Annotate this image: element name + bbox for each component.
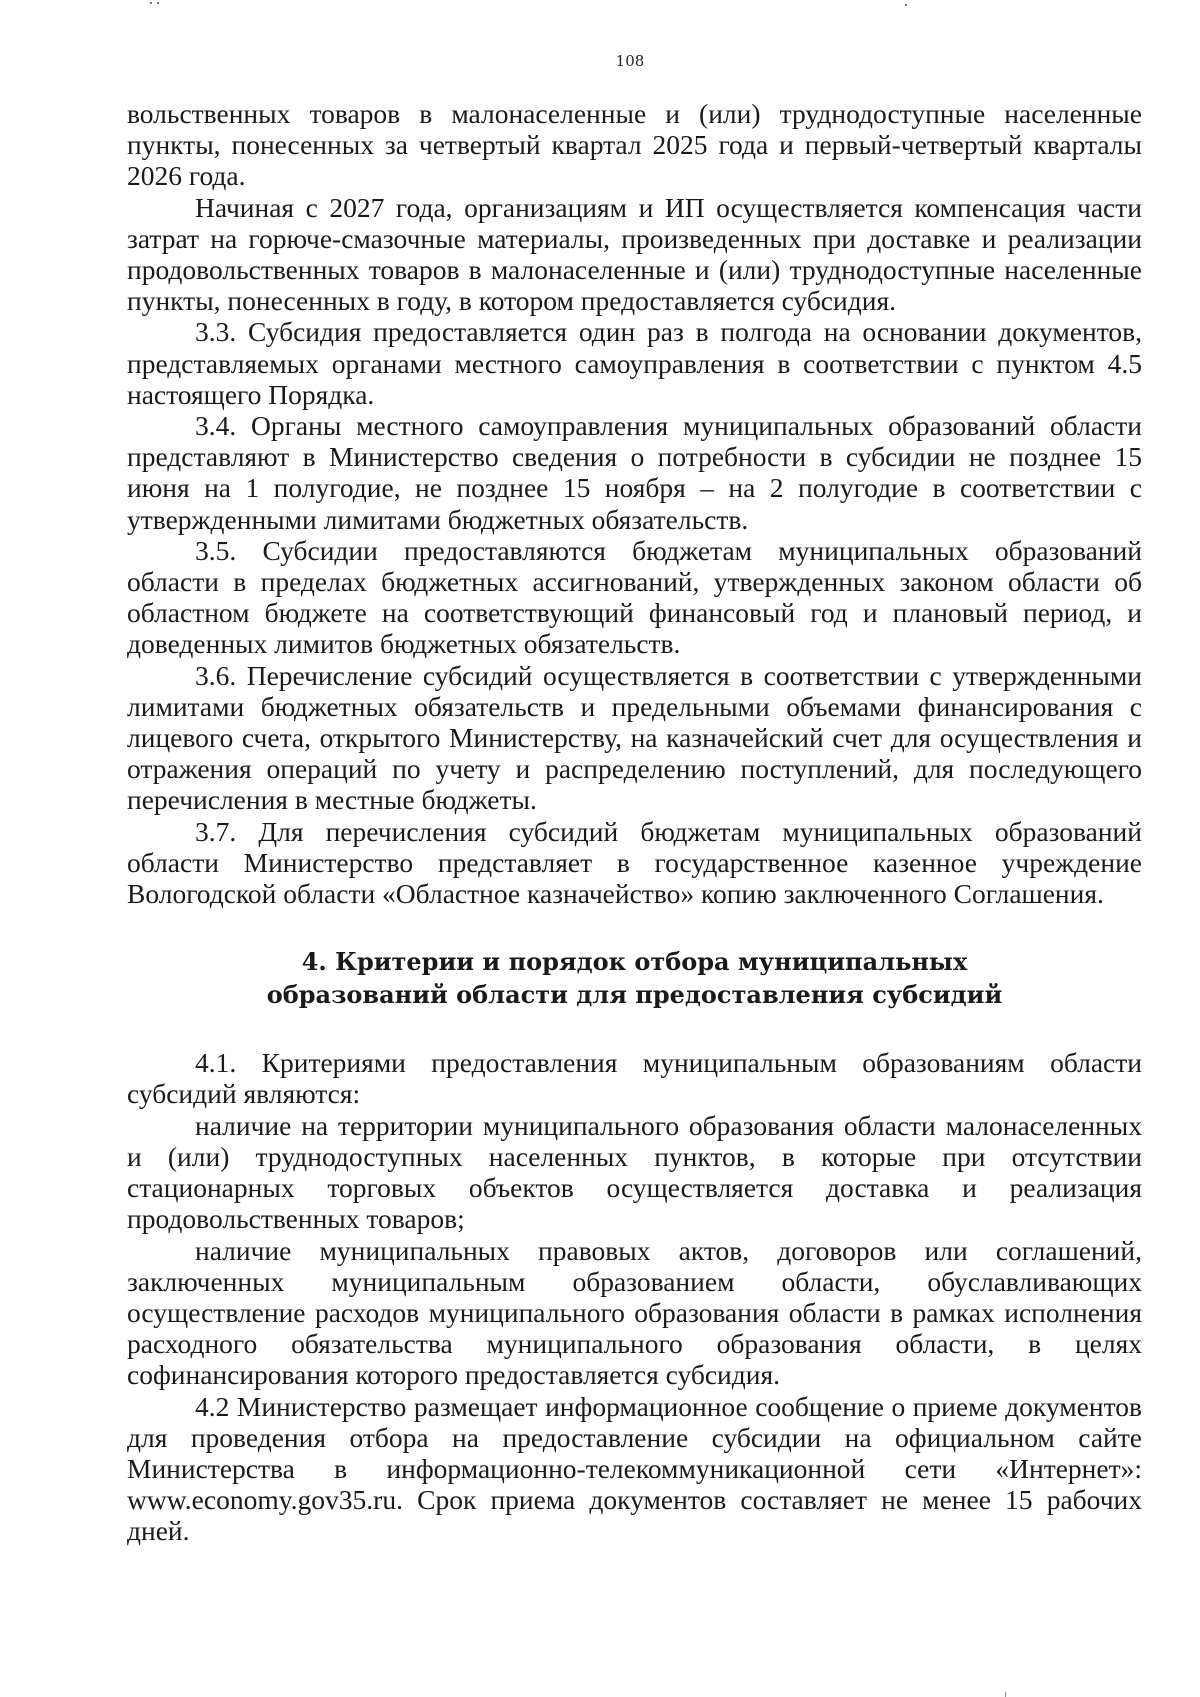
section-heading-line-1: 4. Критерии и порядок отбора муниципальных [301, 947, 968, 977]
scan-artifact [157, 2, 159, 4]
scan-artifact [905, 4, 907, 6]
criterion-item: наличие муниципальных правовых актов, договоров или соглашений, заключенных муниципальным образованием области, обуславливающих осуществление расходов муниципального образования области в рамках исполнения расходного обязательства муниципального образования области, в целях софинансирования которого предоставляется субсидия. [127, 1234, 1142, 1391]
scan-artifact [150, 2, 152, 4]
paragraph: Начиная с 2027 года, организациям и ИП осуществляется компенсация части затрат на горюче-смазочные материалы, произведенных при доставке и реализации продовольственных товаров в малонаселенные и (или) труднодоступные населенные пункты, понесенных в году, в котором предоставляется субсидия. [127, 191, 1142, 317]
document-body [127, 98, 1142, 1547]
criterion-item: наличие на территории муниципального образования области малонаселенных и (или) труднодоступных населенных пунктов, в которые при отсутствии стационарных торговых объектов осуществляется доставка и реализация продовольственных товаров; [127, 1109, 1142, 1235]
paragraph-4-2: 4.2 Министерство размещает информационное сообщение о приеме документов для проведения отбора на предоставление субсидии на официальном сайте Министерства в информационно-телекоммуникационной сети «Интернет»: www.economy.gov35.ru. Срок приема документов составляет не менее 15 рабочих дней. [127, 1390, 1142, 1547]
page-number: 108 [615, 52, 645, 70]
paragraph-3-5: 3.5. Субсидии предоставляются бюджетам муниципальных образований области в пределах бюджетных ассигнований, утвержденных законом области об областном бюджете на соответствующий финансовый год и плановый период, и доведенных лимитов бюджетных обязательств. [127, 534, 1142, 660]
scan-artifact [1005, 1692, 1006, 1697]
section-heading-line-2: образований области для предоставления субсидий [266, 980, 1003, 1010]
paragraph-3-6: 3.6. Перечисление субсидий осуществляется в соответствии с утвержденными лимитами бюджетных обязательств и предельными объемами финансирования с лицевого счета, открытого Министерству, на казначейский счет для осуществления и отражения операций по учету и распределению поступлений, для последующего перечисления в местные бюджеты. [127, 659, 1142, 816]
paragraph-3-7: 3.7. Для перечисления субсидий бюджетам муниципальных образований области Министерство представляет в государственное казенное учреждение Вологодской области «Областное казначейство» копию заключенного Соглашения. [127, 815, 1142, 910]
paragraph: вольственных товаров в малонаселенные и (или) труднодоступные населенные пункты, понесенных за четвертый квартал 2025 года и первый-четвертый кварталы 2026 года. [127, 98, 1142, 192]
paragraph-3-3: 3.3. Субсидия предоставляется один раз в полгода на основании документов, представляемых органами местного самоуправления в соответствии с пунктом 4.5 настоящего Порядка. [127, 316, 1142, 410]
paragraph-3-4: 3.4. Органы местного самоуправления муниципальных образований области представляют в Министерство сведения о потребности в субсидии не позднее 15 июня на 1 полугодие, не позднее 15 ноября – на 2 полугодие в соответствии с утвержденными лимитами бюджетных обязательств. [127, 410, 1142, 535]
paragraph-4-1: 4.1. Критериями предоставления муниципальным образованиям области субсидий являются: [127, 1047, 1142, 1110]
